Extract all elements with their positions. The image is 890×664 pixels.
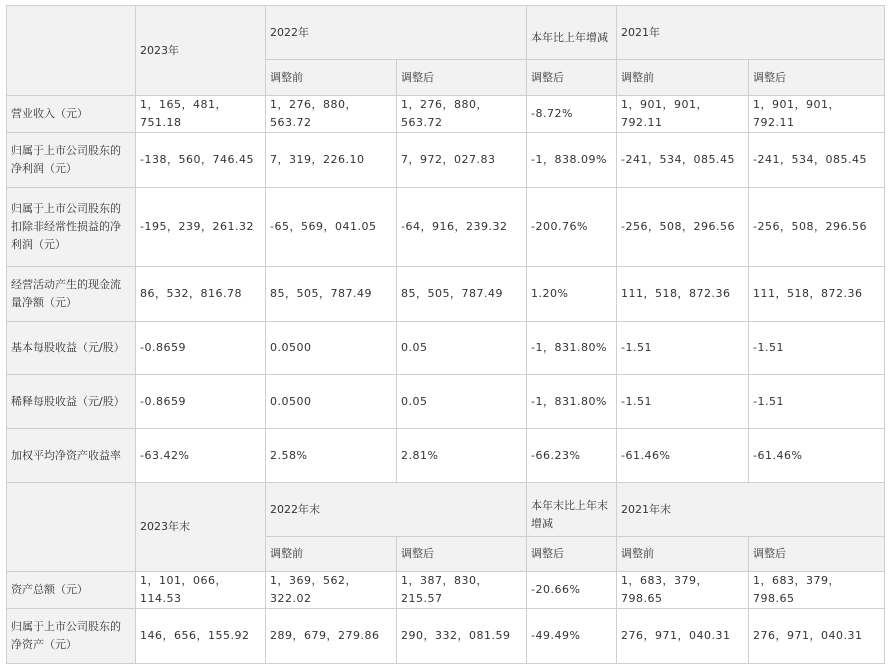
financial-data-table: [6, 5, 885, 664]
subheader-2022-after: 调整后: [397, 60, 527, 96]
cell-2022-after: 2.81%: [397, 429, 527, 483]
cell-2022-before: 289，679，279.86: [266, 609, 397, 664]
cell-2021-after: 1，683，379，798.65: [749, 572, 885, 609]
subheader-2021-before: 调整前: [617, 60, 749, 96]
cell-change: -1，838.09%: [527, 133, 617, 188]
cell-change: -8.72%: [527, 96, 617, 133]
cell-change: 1.20%: [527, 267, 617, 322]
subheader-2021-after: 调整后: [749, 60, 885, 96]
cell-2023: -0.8659: [136, 375, 266, 429]
header-yoy-change: 本年比上年增减: [527, 6, 617, 60]
cell-2023: 86，532，816.78: [136, 267, 266, 322]
row-label: 经营活动产生的现金流量净额（元）: [7, 267, 136, 322]
row-label: 归属于上市公司股东的扣除非经常性损益的净利润（元）: [7, 188, 136, 267]
cell-change: -1，831.80%: [527, 322, 617, 375]
row-label: 基本每股收益（元/股）: [7, 322, 136, 375]
header-year-end-2022: 2022年末: [266, 483, 527, 537]
table-row: [7, 322, 885, 375]
cell-2021-after: 1，901，901，792.11: [749, 96, 885, 133]
cell-2021-before: -241，534，085.45: [617, 133, 749, 188]
cell-2021-after: 111，518，872.36: [749, 267, 885, 322]
cell-2023: -138，560，746.45: [136, 133, 266, 188]
cell-change: -1，831.80%: [527, 375, 617, 429]
cell-2021-before: -1.51: [617, 322, 749, 375]
row-label: 营业收入（元）: [7, 96, 136, 133]
row-label: 稀释每股收益（元/股）: [7, 375, 136, 429]
cell-2021-after: -1.51: [749, 375, 885, 429]
header-year-2022: 2022年: [266, 6, 527, 60]
subheader-2021-before: 调整前: [617, 537, 749, 572]
subheader-2021-after: 调整后: [749, 537, 885, 572]
cell-2022-before: 0.0500: [266, 375, 397, 429]
cell-change: -49.49%: [527, 609, 617, 664]
cell-2022-before: 0.0500: [266, 322, 397, 375]
cell-2023: 1，165，481，751.18: [136, 96, 266, 133]
table-row: [7, 572, 885, 609]
cell-2021-before: 276，971，040.31: [617, 609, 749, 664]
cell-2022-after: 1，276，880，563.72: [397, 96, 527, 133]
cell-2021-before: -1.51: [617, 375, 749, 429]
table-row: [7, 133, 885, 188]
cell-2021-after: -1.51: [749, 322, 885, 375]
cell-2021-before: 111，518，872.36: [617, 267, 749, 322]
table-row: [7, 188, 885, 267]
cell-2022-before: 2.58%: [266, 429, 397, 483]
header-year-2023: 2023年: [136, 6, 266, 96]
cell-2021-after: -61.46%: [749, 429, 885, 483]
cell-2022-after: 7，972，027.83: [397, 133, 527, 188]
cell-2023: -63.42%: [136, 429, 266, 483]
cell-2022-after: 290，332，081.59: [397, 609, 527, 664]
cell-2022-before: 1，369，562，322.02: [266, 572, 397, 609]
row-label: 归属于上市公司股东的净资产（元）: [7, 609, 136, 664]
subheader-2022-before: 调整前: [266, 537, 397, 572]
table-row: [7, 267, 885, 322]
header-corner-cell: [7, 6, 136, 96]
cell-2023: 146，656，155.92: [136, 609, 266, 664]
table-row: [7, 609, 885, 664]
header-year-end-2021: 2021年末: [617, 483, 885, 537]
cell-change: -200.76%: [527, 188, 617, 267]
cell-2021-before: -61.46%: [617, 429, 749, 483]
cell-change: -20.66%: [527, 572, 617, 609]
cell-2021-after: -241，534，085.45: [749, 133, 885, 188]
subheader-change-after: 调整后: [527, 60, 617, 96]
row-label: 资产总额（元）: [7, 572, 136, 609]
cell-2021-before: 1，901，901，792.11: [617, 96, 749, 133]
cell-2023: -0.8659: [136, 322, 266, 375]
row-label: 加权平均净资产收益率: [7, 429, 136, 483]
cell-2022-after: 85，505，787.49: [397, 267, 527, 322]
subheader-2022-after: 调整后: [397, 537, 527, 572]
subheader-2022-before: 调整前: [266, 60, 397, 96]
table-row: [7, 429, 885, 483]
cell-2022-after: -64，916，239.32: [397, 188, 527, 267]
cell-2022-before: -65，569，041.05: [266, 188, 397, 267]
cell-2021-after: 276，971，040.31: [749, 609, 885, 664]
header-year-2021: 2021年: [617, 6, 885, 60]
cell-2022-before: 7，319，226.10: [266, 133, 397, 188]
cell-2021-before: -256，508，296.56: [617, 188, 749, 267]
row-label: 归属于上市公司股东的净利润（元）: [7, 133, 136, 188]
cell-2021-after: -256，508，296.56: [749, 188, 885, 267]
cell-2022-before: 85，505，787.49: [266, 267, 397, 322]
subheader-change-after: 调整后: [527, 537, 617, 572]
header-year-end-2023: 2023年末: [136, 483, 266, 572]
cell-2023: -195，239，261.32: [136, 188, 266, 267]
cell-2023: 1，101，066，114.53: [136, 572, 266, 609]
table-row: [7, 96, 885, 133]
cell-2022-after: 0.05: [397, 375, 527, 429]
cell-change: -66.23%: [527, 429, 617, 483]
cell-2022-before: 1，276，880，563.72: [266, 96, 397, 133]
header-corner-cell: [7, 483, 136, 572]
table-row: [7, 375, 885, 429]
cell-2021-before: 1，683，379，798.65: [617, 572, 749, 609]
cell-2022-after: 0.05: [397, 322, 527, 375]
cell-2022-after: 1，387，830，215.57: [397, 572, 527, 609]
header-yoy-change-end: 本年末比上年末增减: [527, 483, 617, 537]
